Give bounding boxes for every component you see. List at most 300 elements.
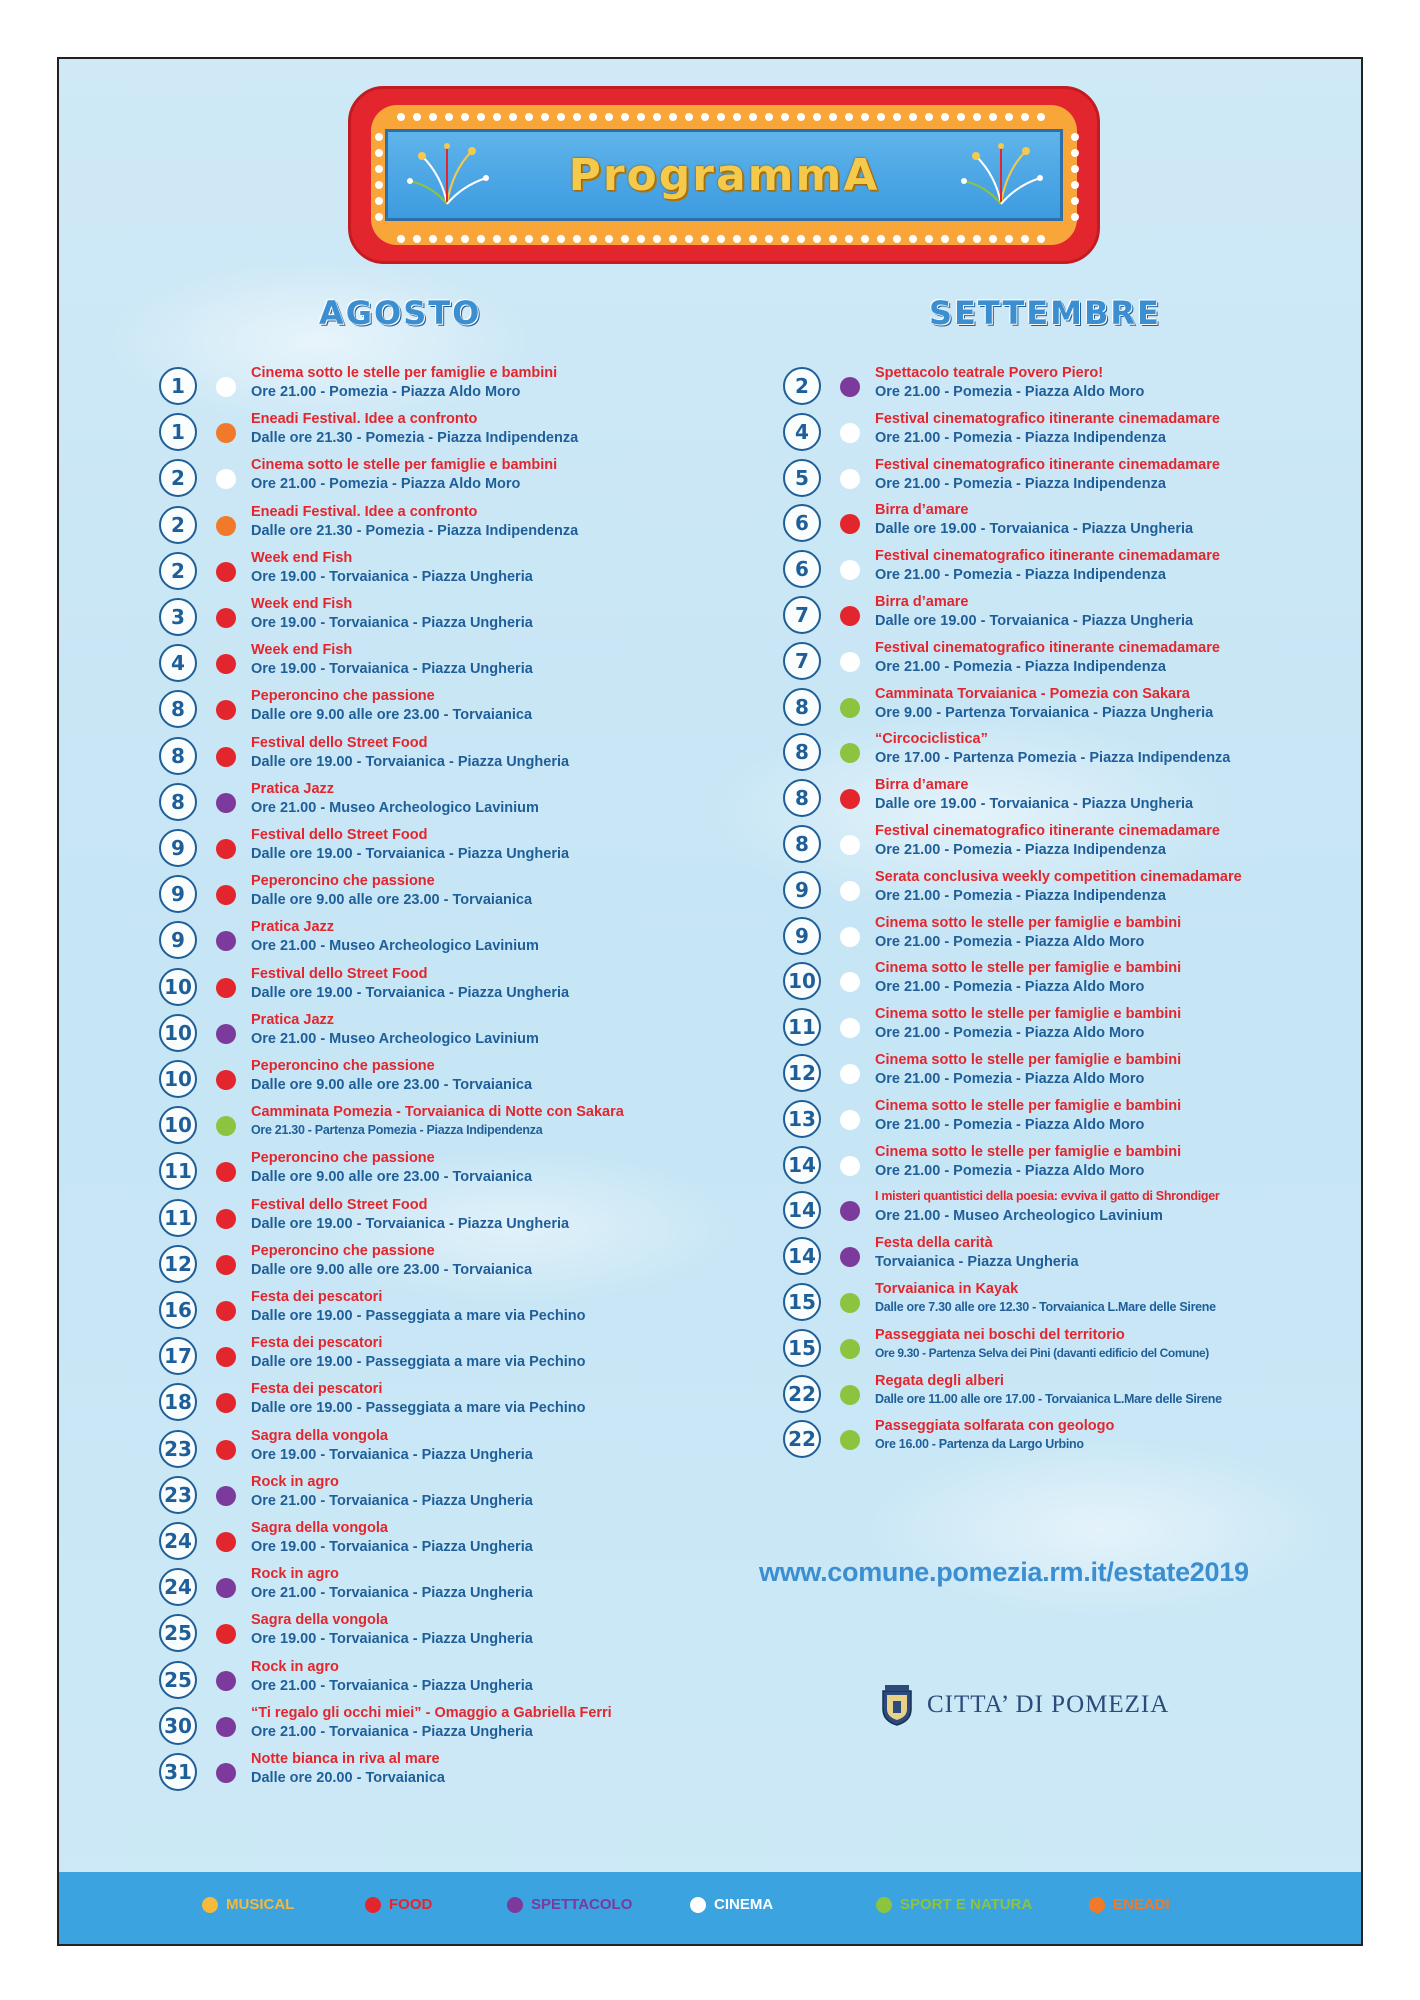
event-date: 22 <box>783 1375 821 1413</box>
event-row <box>159 549 719 598</box>
event-date: 12 <box>159 1245 197 1283</box>
event-detail: Ore 21.00 - Pomezia - Piazza Aldo Moro <box>251 476 521 493</box>
event-title: Birra d’amare <box>875 594 969 610</box>
legend-label: MUSICAL <box>226 1896 295 1913</box>
bulb <box>1071 213 1079 221</box>
category-dot-spettacolo <box>840 377 860 397</box>
category-dot-food <box>216 747 236 767</box>
event-row <box>159 875 719 921</box>
event-row <box>783 779 1343 825</box>
bulb <box>973 113 981 121</box>
bulb <box>781 235 789 243</box>
event-row <box>159 413 719 459</box>
legend-bar <box>59 1872 1361 1944</box>
event-row <box>783 1191 1343 1237</box>
bulb <box>909 113 917 121</box>
event-detail: Dalle ore 19.00 - Torvaianica - Piazza Ungheria <box>251 753 570 770</box>
bulb <box>375 213 383 221</box>
bulb <box>717 235 725 243</box>
event-detail: Dalle ore 9.00 alle ore 23.00 - Torvaianica <box>251 1077 533 1093</box>
event-row <box>159 780 719 829</box>
event-title: Spettacolo teatrale Povero Piero! <box>875 365 1104 381</box>
event-detail: Ore 17.00 - Partenza Pomezia - Piazza Indipendenza <box>875 750 1231 767</box>
event-date: 2 <box>159 552 197 590</box>
bulb <box>813 113 821 121</box>
bulb <box>621 235 629 243</box>
event-title: Festa dei pescatori <box>251 1335 383 1352</box>
bulb <box>375 165 383 173</box>
legend-label: ENEADI <box>1113 1896 1170 1913</box>
event-row <box>159 690 719 736</box>
event-detail: Ore 21.00 - Museo Archeologico Lavinium <box>251 1030 539 1047</box>
event-title: Cinema sotto le stelle per famiglie e bambini <box>251 365 558 381</box>
category-dot-food <box>216 1440 236 1460</box>
event-detail: Dalle ore 20.00 - Torvaianica <box>251 1770 445 1786</box>
event-date: 11 <box>159 1199 197 1237</box>
category-dot-spettacolo <box>216 1024 236 1044</box>
category-dot-food <box>216 1070 236 1090</box>
event-title: Cinema sotto le stelle per famiglie e bambini <box>875 1052 1182 1068</box>
event-detail: Ore 21.00 - Pomezia - Piazza Aldo Moro <box>875 1025 1145 1042</box>
month-title-settembre: SETTEMBRE <box>929 294 1161 332</box>
bulb <box>397 113 405 121</box>
event-date: 1 <box>159 413 197 451</box>
category-dot-sport <box>216 1116 236 1136</box>
bulb <box>637 113 645 121</box>
event-title: Camminata Torvaianica - Pomezia con Sakara <box>875 685 1190 702</box>
event-detail: Dalle ore 19.00 - Torvaianica - Piazza Ungheria <box>875 796 1194 813</box>
category-dot-spettacolo <box>216 1763 236 1783</box>
bulb <box>493 235 501 243</box>
event-row <box>159 1568 719 1614</box>
category-dot-sport <box>840 698 860 718</box>
event-date: 8 <box>783 779 821 817</box>
event-row <box>783 550 1343 596</box>
event-date: 11 <box>783 1008 821 1046</box>
bulb <box>733 113 741 121</box>
event-row <box>159 503 719 552</box>
category-dot-food <box>216 608 236 628</box>
category-dot-food <box>840 789 860 809</box>
event-title: “Circociclistica” <box>875 731 988 748</box>
category-dot-cinema <box>216 377 236 397</box>
bulb <box>637 235 645 243</box>
bulb <box>1037 235 1045 243</box>
bulb <box>957 113 965 121</box>
bulb <box>1071 133 1079 141</box>
event-detail: Ore 19.00 - Torvaianica - Piazza Ungheria <box>251 568 533 585</box>
category-dot-sport <box>840 1339 860 1359</box>
category-dot-cinema <box>840 469 860 489</box>
event-detail: Ore 21.00 - Pomezia - Piazza Indipendenza <box>875 567 1166 584</box>
event-detail: Ore 21.00 - Torvaianica - Piazza Ungheria <box>251 1585 533 1602</box>
event-row <box>783 1237 1343 1283</box>
event-date: 3 <box>159 598 197 636</box>
website-link[interactable]: www.comune.pomezia.rm.it/estate2019 <box>759 1557 1249 1587</box>
event-title: Peperoncino che passione <box>251 873 435 890</box>
event-row <box>783 685 1343 734</box>
bulb <box>573 235 581 243</box>
event-date: 10 <box>159 1106 197 1144</box>
category-dot-cinema <box>840 1064 860 1084</box>
event-detail: Ore 21.00 - Pomezia - Piazza Aldo Moro <box>875 1116 1145 1133</box>
marquee-panel <box>385 129 1063 221</box>
bulb <box>1071 165 1079 173</box>
category-dot-food <box>216 1532 236 1552</box>
bulb <box>509 113 517 121</box>
event-date: 13 <box>783 1100 821 1138</box>
category-dot-cinema <box>840 652 860 672</box>
category-dot-cinema <box>840 560 860 580</box>
event-detail: Ore 21.00 - Pomezia - Piazza Indipendenza <box>875 842 1166 858</box>
bulb <box>989 113 997 121</box>
event-row <box>159 1427 719 1476</box>
event-row <box>159 1106 719 1152</box>
category-dot-cinema <box>840 1110 860 1130</box>
event-row <box>783 914 1343 963</box>
event-detail: Dalle ore 19.00 - Torvaianica - Piazza Ungheria <box>251 984 570 1001</box>
event-detail: Ore 21.00 - Pomezia - Piazza Aldo Moro <box>251 384 521 400</box>
bulb <box>1037 113 1045 121</box>
event-row <box>783 1143 1343 1192</box>
event-date: 4 <box>159 644 197 682</box>
category-dot-eneadi <box>216 423 236 443</box>
event-row <box>159 1196 719 1245</box>
legend-item-sport <box>876 1896 1032 1913</box>
bulb <box>375 133 383 141</box>
bulb <box>749 235 757 243</box>
coat-of-arms-icon <box>879 1683 915 1727</box>
category-dot-food <box>216 1162 236 1182</box>
event-date: 14 <box>783 1146 821 1184</box>
bulb <box>989 235 997 243</box>
event-title: Cinema sotto le stelle per famiglie e bambini <box>875 960 1182 977</box>
bulb <box>477 113 485 121</box>
event-title: Week end Fish <box>251 596 353 612</box>
event-row <box>783 1097 1343 1146</box>
legend-dot <box>365 1897 381 1913</box>
bulb <box>653 235 661 243</box>
event-row <box>783 1326 1343 1375</box>
legend-dot <box>507 1897 523 1913</box>
event-row <box>159 598 719 644</box>
legend-dot <box>1089 1897 1105 1913</box>
bulb <box>701 113 709 121</box>
event-detail: Dalle ore 19.00 - Passeggiata a mare via Pechino <box>251 1354 586 1371</box>
event-date: 12 <box>783 1054 821 1092</box>
event-row <box>783 733 1343 779</box>
bulb <box>861 113 869 121</box>
event-detail: Torvaianica - Piazza Ungheria <box>875 1254 1079 1271</box>
event-date: 8 <box>783 733 821 771</box>
event-title: Cinema sotto le stelle per famiglie e bambini <box>251 457 558 474</box>
bulb <box>429 113 437 121</box>
event-title: Rock in agro <box>251 1658 339 1675</box>
event-date: 7 <box>783 596 821 634</box>
event-date: 23 <box>159 1430 197 1468</box>
event-title: I misteri quantistici della poesia: evviva il gatto di Shrondiger <box>875 1189 1220 1204</box>
bulb <box>525 235 533 243</box>
legend-item-cinema <box>690 1896 773 1913</box>
bulb <box>557 235 565 243</box>
legend-label: SPETTACOLO <box>531 1896 633 1913</box>
bulb <box>845 235 853 243</box>
legend-dot <box>876 1897 892 1913</box>
bulb <box>941 113 949 121</box>
event-title: Festival cinematografico itinerante cinemadamare <box>875 456 1220 473</box>
event-row <box>783 596 1343 642</box>
event-row <box>159 1152 719 1198</box>
legend-item-food <box>365 1896 432 1913</box>
event-detail: Ore 16.00 - Partenza da Largo Urbino <box>875 1437 1084 1452</box>
event-date: 10 <box>159 968 197 1006</box>
category-dot-food <box>216 1393 236 1413</box>
event-detail: Dalle ore 9.00 alle ore 23.00 - Torvaianica <box>251 1261 533 1278</box>
event-date: 15 <box>783 1283 821 1321</box>
category-dot-spettacolo <box>216 1671 236 1691</box>
city-name: CITTA’ DI POMEZIA <box>927 1691 1170 1718</box>
event-title: Week end Fish <box>251 549 353 566</box>
bulb <box>781 113 789 121</box>
event-date: 2 <box>159 459 197 497</box>
event-detail: Ore 21.00 - Pomezia - Piazza Aldo Moro <box>875 933 1145 950</box>
event-row <box>783 410 1343 459</box>
bulb <box>685 235 693 243</box>
event-title: Eneadi Festival. Idee a confronto <box>251 503 478 520</box>
category-dot-cinema <box>216 469 236 489</box>
event-date: 18 <box>159 1383 197 1421</box>
event-title: Torvaianica in Kayak <box>875 1281 1019 1297</box>
event-title: Pratica Jazz <box>251 1011 335 1028</box>
bulb <box>605 113 613 121</box>
bulb <box>541 235 549 243</box>
bulb <box>621 113 629 121</box>
event-detail: Ore 21.00 - Torvaianica - Piazza Ungheria <box>251 1492 533 1509</box>
bulb <box>877 113 885 121</box>
event-detail: Dalle ore 7.30 alle ore 12.30 - Torvaianica L.Mare delle Sirene <box>875 1300 1216 1314</box>
category-dot-cinema <box>840 1156 860 1176</box>
bulb <box>893 235 901 243</box>
bulb <box>909 235 917 243</box>
category-dot-food <box>216 1347 236 1367</box>
event-row <box>159 1383 719 1429</box>
bulb <box>445 113 453 121</box>
bulb <box>813 235 821 243</box>
event-title: Peperoncino che passione <box>251 688 435 705</box>
event-detail: Ore 21.00 - Torvaianica - Piazza Ungheria <box>251 1677 533 1694</box>
event-title: “Ti regalo gli occhi miei” - Omaggio a Gabriella Ferri <box>251 1704 612 1721</box>
legend-item-spettacolo <box>507 1896 632 1913</box>
event-date: 14 <box>783 1237 821 1275</box>
category-dot-spettacolo <box>840 1201 860 1221</box>
legend-label: CINEMA <box>714 1896 774 1913</box>
event-title: Cinema sotto le stelle per famiglie e bambini <box>875 914 1182 931</box>
bulb <box>375 197 383 205</box>
event-detail: Ore 21.00 - Pomezia - Piazza Aldo Moro <box>875 1162 1145 1179</box>
event-title: Festival dello Street Food <box>251 827 428 843</box>
bulb <box>413 113 421 121</box>
category-dot-spettacolo <box>216 931 236 951</box>
event-title: Sagra della vongola <box>251 1612 388 1629</box>
bulb <box>525 113 533 121</box>
event-detail: Dalle ore 19.00 - Passeggiata a mare via Pechino <box>251 1400 586 1417</box>
category-dot-sport <box>840 743 860 763</box>
event-title: Peperoncino che passione <box>251 1150 435 1167</box>
event-detail: Ore 9.30 - Partenza Selva dei Pini (davanti edificio del Comune) <box>875 1345 1209 1360</box>
bulb <box>445 235 453 243</box>
event-date: 23 <box>159 1476 197 1514</box>
event-row <box>783 1372 1343 1421</box>
event-title: Serata conclusiva weekly competition cinemadamare <box>875 868 1242 885</box>
legend-item-musical <box>202 1896 294 1913</box>
event-date: 2 <box>159 506 197 544</box>
bulb <box>541 113 549 121</box>
event-detail: Dalle ore 9.00 alle ore 23.00 - Torvaianica <box>251 1169 533 1186</box>
event-title: Birra d’amare <box>875 777 969 794</box>
bulb <box>829 235 837 243</box>
city-logo <box>879 1683 1169 1727</box>
bulb <box>669 113 677 121</box>
legend-label: FOOD <box>389 1896 433 1913</box>
bulb <box>957 235 965 243</box>
event-date: 8 <box>159 690 197 728</box>
event-row <box>159 1658 719 1707</box>
event-detail: Dalle ore 9.00 alle ore 23.00 - Torvaianica <box>251 892 533 909</box>
bulb <box>765 113 773 121</box>
category-dot-spettacolo <box>216 793 236 813</box>
poster <box>57 57 1363 1946</box>
event-detail: Ore 21.00 - Museo Archeologico Lavinium <box>251 938 539 955</box>
event-detail: Ore 19.00 - Torvaianica - Piazza Ungheria <box>251 1631 533 1648</box>
event-title: Cinema sotto le stelle per famiglie e bambini <box>875 1006 1182 1023</box>
event-date: 8 <box>783 688 821 726</box>
event-date: 30 <box>159 1707 197 1745</box>
event-title: Pratica Jazz <box>251 919 335 936</box>
event-date: 9 <box>159 829 197 867</box>
event-title: Sagra della vongola <box>251 1427 388 1444</box>
event-row <box>159 1060 719 1106</box>
event-title: Sagra della vongola <box>251 1520 388 1536</box>
event-detail: Dalle ore 9.00 alle ore 23.00 - Torvaianica <box>251 707 533 724</box>
event-date: 15 <box>783 1329 821 1367</box>
event-detail: Dalle ore 21.30 - Pomezia - Piazza Indipendenza <box>251 430 579 447</box>
event-row <box>159 1522 719 1568</box>
category-dot-spettacolo <box>216 1717 236 1737</box>
event-row <box>159 1614 719 1660</box>
bulb <box>509 235 517 243</box>
event-date: 9 <box>783 871 821 909</box>
bulb <box>845 113 853 121</box>
bulb <box>1071 181 1079 189</box>
event-title: Peperoncino che passione <box>251 1058 435 1074</box>
event-row <box>159 1291 719 1337</box>
event-date: 24 <box>159 1522 197 1560</box>
category-dot-spettacolo <box>840 1247 860 1267</box>
event-detail: Ore 21.00 - Torvaianica - Piazza Ungheria <box>251 1723 533 1740</box>
event-title: Festival dello Street Food <box>251 965 428 982</box>
bulb <box>557 113 565 121</box>
event-title: Festa dei pescatori <box>251 1381 383 1398</box>
event-detail: Dalle ore 21.30 - Pomezia - Piazza Indipendenza <box>251 522 579 539</box>
event-row <box>159 1473 719 1522</box>
event-row <box>159 367 719 413</box>
event-date: 25 <box>159 1614 197 1652</box>
category-dot-cinema <box>840 835 860 855</box>
bulb <box>701 235 709 243</box>
legend-dot <box>202 1897 218 1913</box>
event-date: 10 <box>159 1060 197 1098</box>
category-dot-food <box>216 839 236 859</box>
bulb <box>375 181 383 189</box>
category-dot-cinema <box>840 881 860 901</box>
bulb <box>605 235 613 243</box>
bulb <box>493 113 501 121</box>
event-title: Cinema sotto le stelle per famiglie e bambini <box>875 1097 1182 1114</box>
event-detail: Ore 21.00 - Pomezia - Piazza Indipendenza <box>875 658 1166 675</box>
event-title: Regata degli alberi <box>875 1372 1004 1389</box>
bulb <box>461 235 469 243</box>
event-detail: Dalle ore 19.00 - Torvaianica - Piazza Ungheria <box>875 613 1194 629</box>
category-dot-eneadi <box>216 516 236 536</box>
category-dot-spettacolo <box>216 1486 236 1506</box>
page-title: ProgrammA <box>568 149 880 201</box>
event-detail: Ore 21.00 - Pomezia - Piazza Aldo Moro <box>875 1071 1145 1087</box>
event-row <box>783 962 1343 1008</box>
event-row <box>159 1704 719 1753</box>
category-dot-food <box>216 1624 236 1644</box>
bulb <box>765 235 773 243</box>
event-row <box>783 1008 1343 1054</box>
event-date: 4 <box>783 413 821 451</box>
bulb <box>1071 197 1079 205</box>
category-dot-food <box>216 654 236 674</box>
event-date: 5 <box>783 459 821 497</box>
event-date: 31 <box>159 1753 197 1791</box>
event-date: 22 <box>783 1420 821 1458</box>
event-row <box>783 1283 1343 1329</box>
event-row <box>783 1420 1343 1466</box>
event-row <box>783 504 1343 550</box>
category-dot-cinema <box>840 423 860 443</box>
event-row <box>783 868 1343 917</box>
event-title: Festival dello Street Food <box>251 734 428 751</box>
bulb <box>653 113 661 121</box>
event-title: Festa dei pescatori <box>251 1289 383 1305</box>
event-title: Festival cinematografico itinerante cinemadamare <box>875 548 1220 565</box>
bulb <box>925 113 933 121</box>
bulb <box>429 235 437 243</box>
event-row <box>783 1054 1343 1100</box>
bulb <box>1021 113 1029 121</box>
event-date: 7 <box>783 642 821 680</box>
event-title: Rock in agro <box>251 1473 339 1490</box>
event-title: Notte bianca in riva al mare <box>251 1751 440 1767</box>
bulb <box>397 235 405 243</box>
event-date: 2 <box>783 367 821 405</box>
event-title: Festival cinematografico itinerante cinemadamare <box>875 823 1220 839</box>
event-date: 9 <box>159 921 197 959</box>
event-date: 14 <box>783 1191 821 1229</box>
bulb <box>1021 235 1029 243</box>
event-title: Birra d’amare <box>875 502 969 519</box>
event-title: Rock in agro <box>251 1566 339 1583</box>
event-detail: Ore 19.00 - Torvaianica - Piazza Ungheria <box>251 1446 533 1463</box>
month-title-agosto: AGOSTO <box>319 294 482 332</box>
event-row <box>159 1337 719 1383</box>
event-date: 8 <box>159 737 197 775</box>
bulb <box>1071 149 1079 157</box>
event-date: 25 <box>159 1661 197 1699</box>
